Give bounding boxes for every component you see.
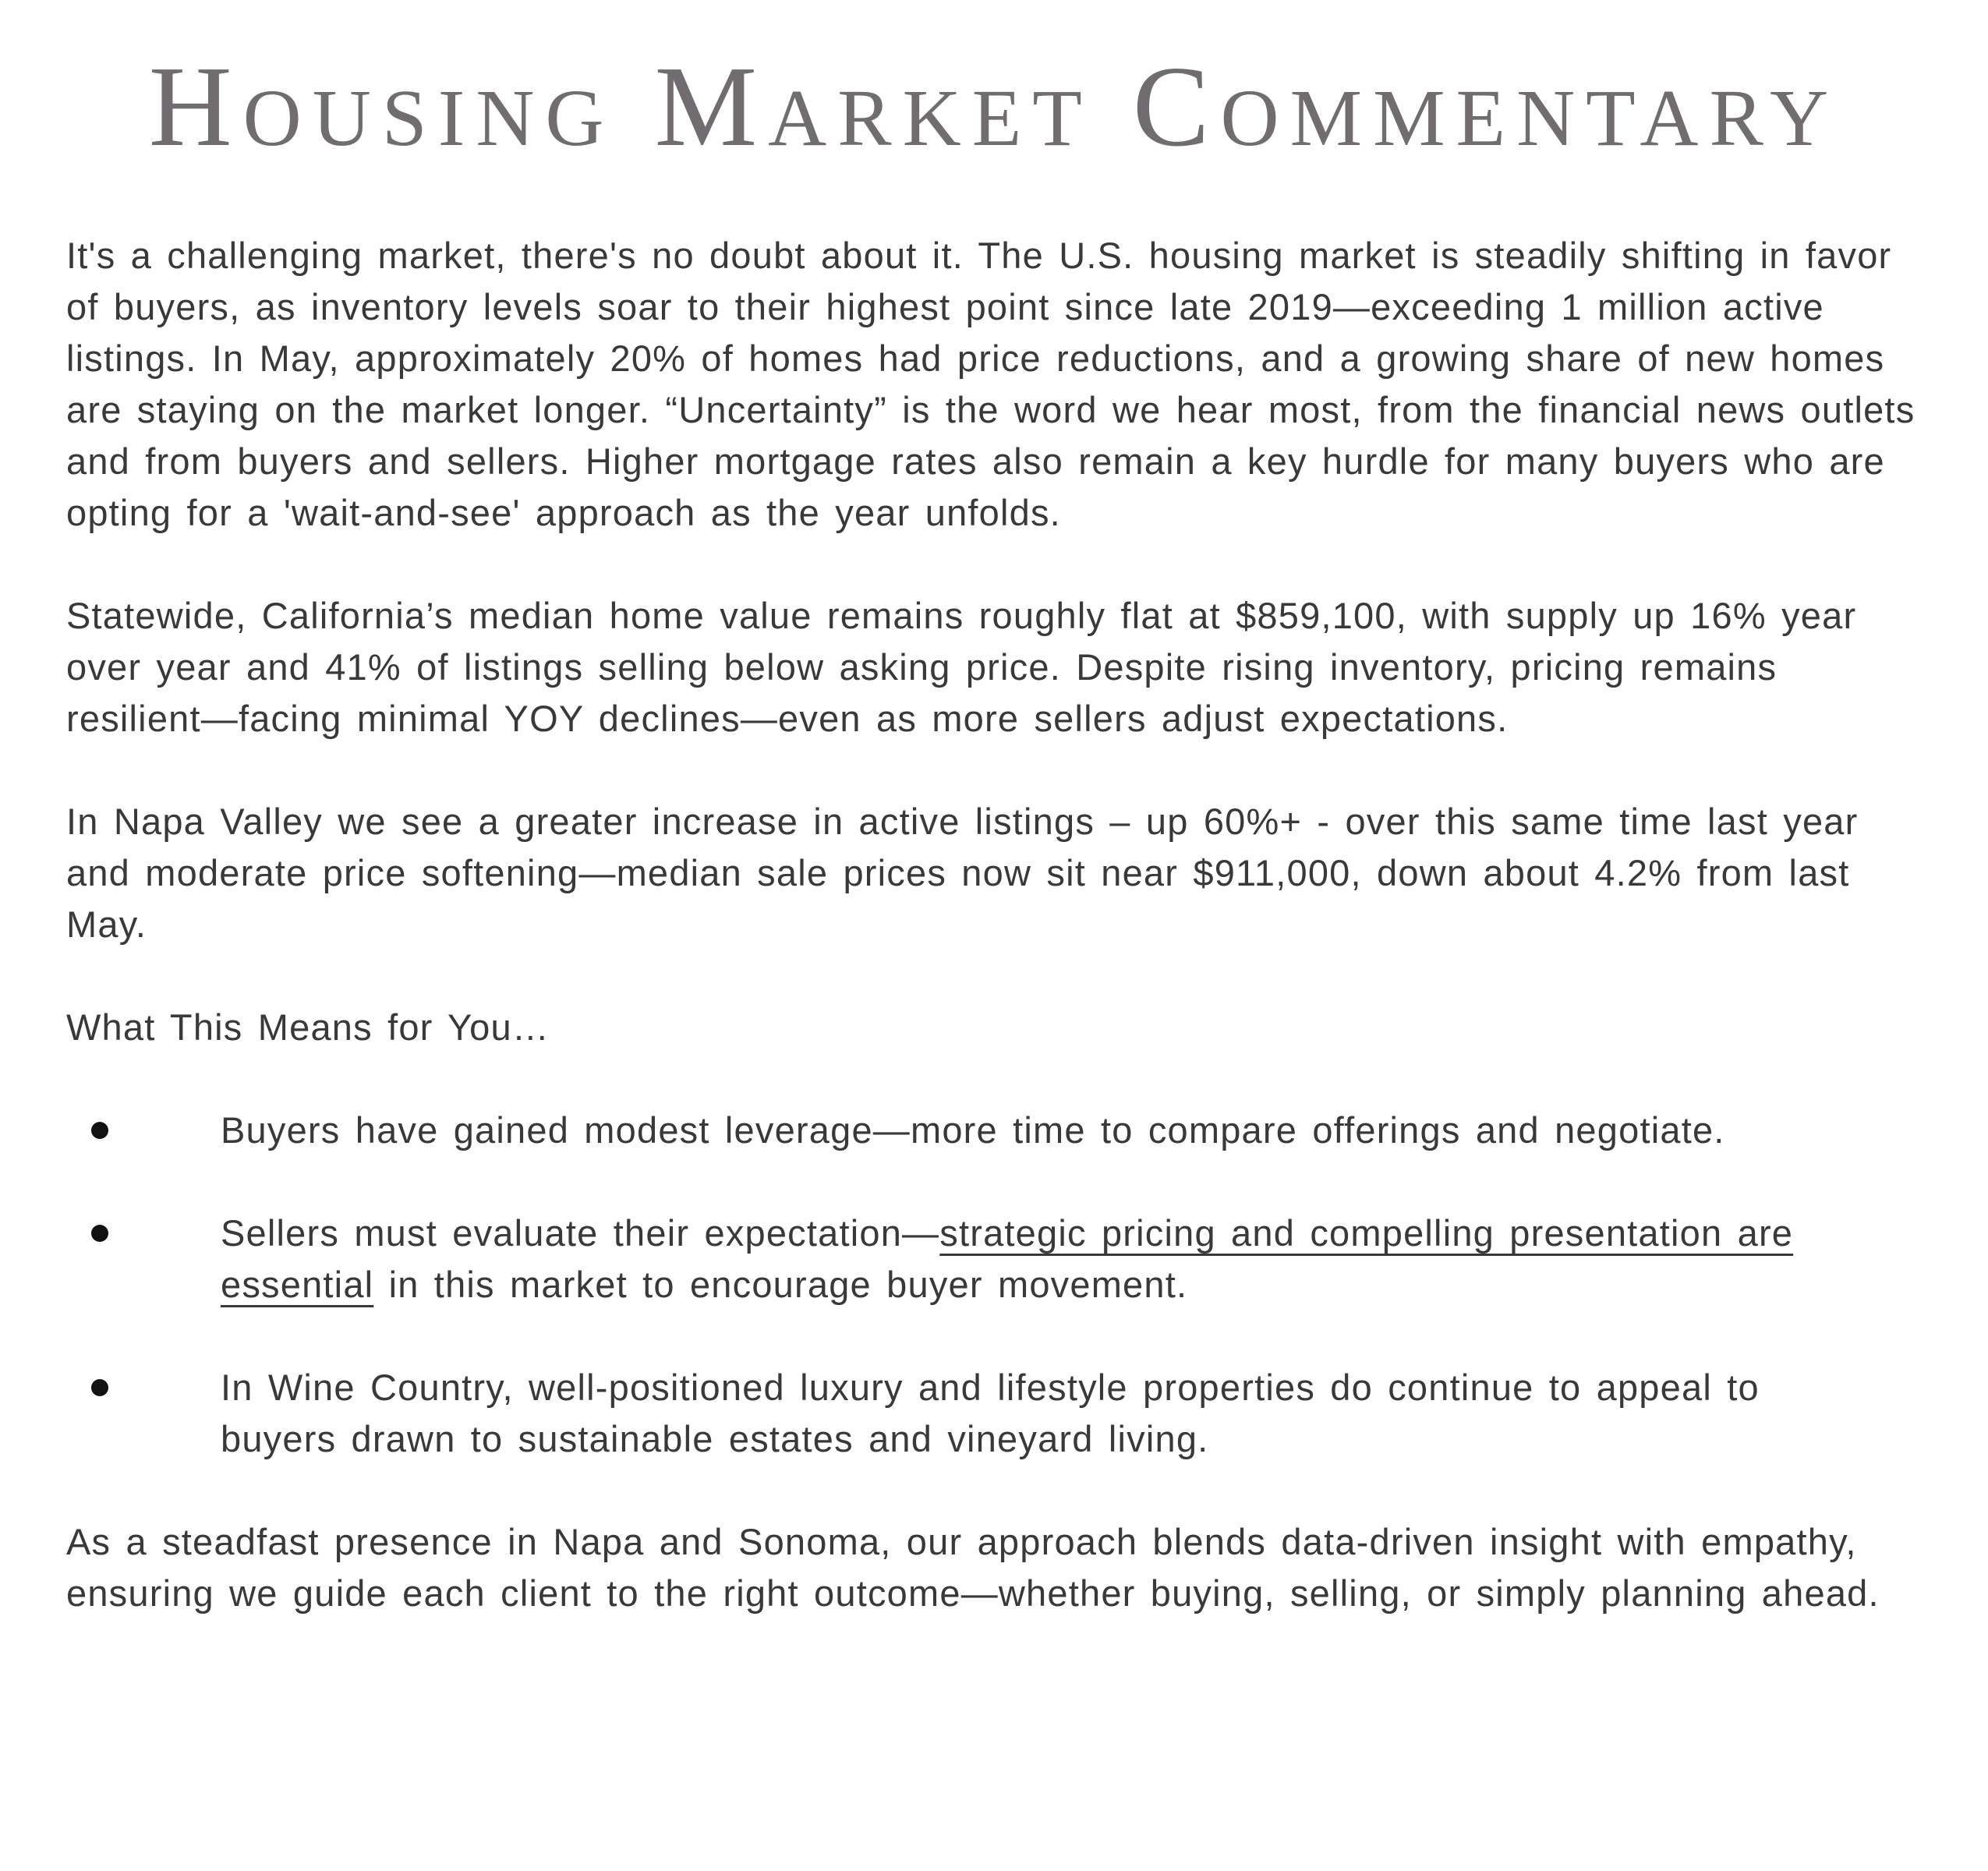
lead-in-what-this-means: What This Means for You… <box>66 1006 550 1049</box>
paragraph-statewide-california: Statewide, California’s median home value remains roughly flat at $859,100, with supply up 16% year over year and 41% of listings selling below asking price. Despite rising inventory, pricing remains resilient—facing minimal YOY declines—even as more sellers adjust expectations. <box>66 595 1857 740</box>
page-title: Housing Market Commentary <box>148 43 1840 171</box>
bullet-text-buyers: Buyers have gained modest leverage—more time to compare offerings and negotiate. <box>221 1109 1725 1151</box>
paragraph-closing: As a steadfast presence in Napa and Sonoma, our approach blends data-driven insight with empathy, ensuring we guide each client to the right outcome—whether buying, selling, or simply planning ahead. <box>66 1521 1880 1615</box>
paragraph-market-overview: It's a challenging market, there's no doubt about it. The U.S. housing market is steadily shifting in favor of buyers, as inventory levels soar to their highest point since late 2019—exceeding 1 million active listings. In May, approximately 20% of homes had price reductions, and a growing share of new homes are staying on the market longer. “Uncertainty” is the word we hear most, from the financial news outlets and from buyers and sellers. Higher mortgage rates also remain a key hurdle for many buyers who are opting for a 'wait-and-see' approach as the year unfolds. <box>66 235 1915 534</box>
list-item-wine-country <box>66 1362 1922 1465</box>
bullet-text-sellers-underlined: strategic pricing and compelling presentation are essential <box>221 1212 1794 1306</box>
bullet-text-wine-country: In Wine Country, well-positioned luxury and lifestyle properties do continue to appeal to buyers drawn to sustainable estates and vineyard living. <box>221 1367 1760 1460</box>
list-item-sellers <box>66 1208 1922 1310</box>
bullet-icon <box>91 1225 108 1242</box>
bullet-text-sellers-before: Sellers must evaluate their expectation— <box>221 1212 940 1254</box>
bullet-icon <box>91 1122 108 1139</box>
takeaways-list <box>66 1105 1922 1465</box>
bullet-text-sellers <box>221 1208 1858 1310</box>
bullet-icon <box>91 1379 108 1396</box>
bullet-text-sellers-after: in this market to encourage buyer movement. <box>373 1264 1188 1306</box>
list-item-buyers <box>66 1105 1922 1156</box>
paragraph-napa-valley: In Napa Valley we see a greater increase in active listings – up 60%+ - over this same time last year and moderate price softening—median sale prices now sit near $911,000, down about 4.2% from last May. <box>66 801 1859 946</box>
